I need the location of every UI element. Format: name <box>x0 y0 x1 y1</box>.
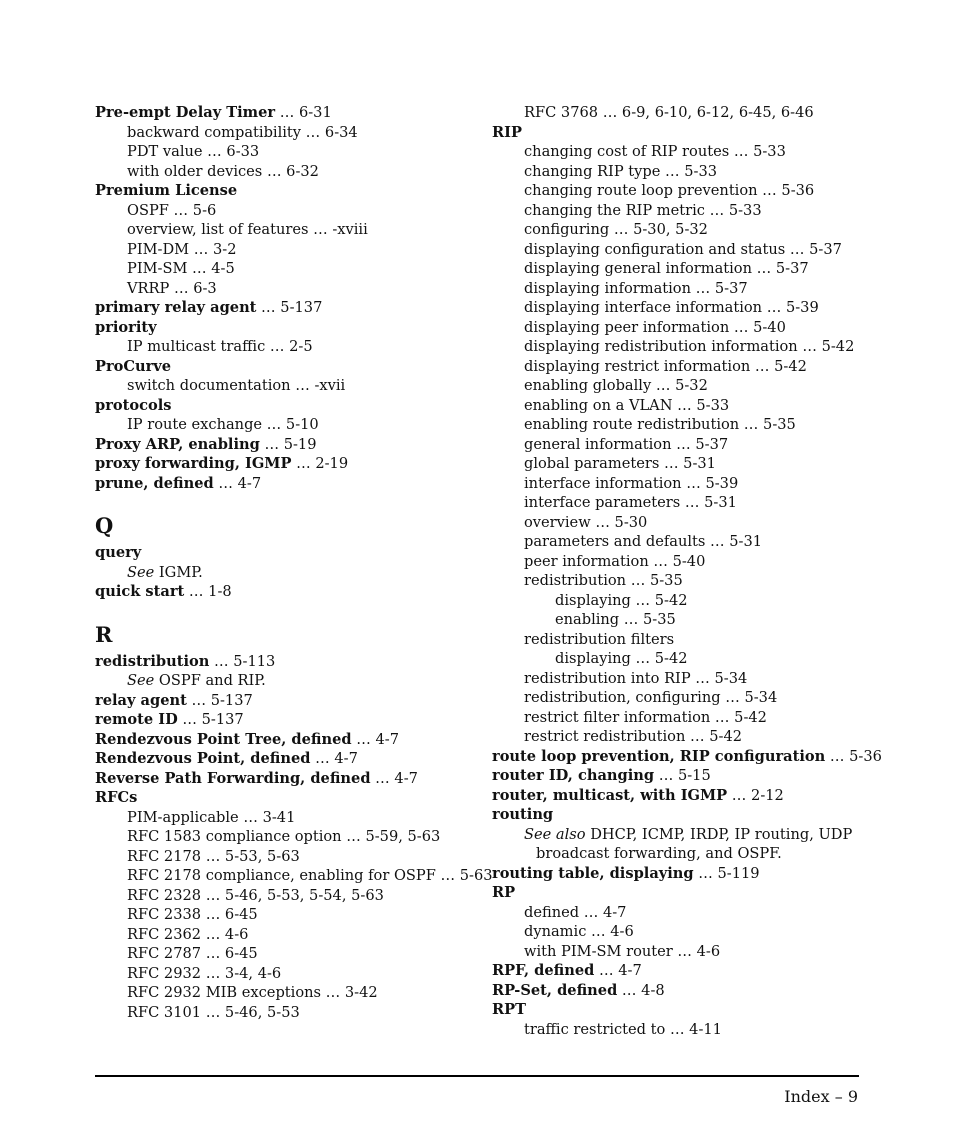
index-letter-heading: Q <box>95 513 114 538</box>
index-entry-text: displaying … 5-42 <box>555 591 688 609</box>
index-entry-text: restrict filter information … 5-42 <box>524 708 767 726</box>
index-entry-text: DHCP, ICMP, IRDP, IP routing, UDP broadcast forwarding, and OSPF. <box>536 825 853 862</box>
index-term: remote ID <box>95 711 178 728</box>
index-entry-text: displaying restrict information … 5-42 <box>524 357 807 375</box>
index-sub-entry <box>95 925 480 945</box>
index-main-entry <box>95 454 480 474</box>
index-sub-entry <box>492 103 912 123</box>
index-entry-text: enabling … 5-35 <box>555 611 676 628</box>
index-term: RPF, defined <box>492 962 595 979</box>
index-entry-text: interface information … 5-39 <box>524 474 739 492</box>
index-entry-text: redistribution into RIP … 5-34 <box>524 669 748 687</box>
index-main-entry <box>95 730 480 750</box>
index-sub-entry <box>492 513 912 533</box>
index-page-refs: … 2-12 <box>727 786 784 804</box>
index-sub-entry <box>95 337 480 357</box>
index-main-entry <box>95 181 480 201</box>
index-sub-entry <box>492 825 912 864</box>
index-main-entry <box>95 298 480 318</box>
index-letter-heading: R <box>95 621 113 647</box>
index-sub-entry <box>95 201 480 221</box>
index-entry-text: RFC 2932 … 3-4, 4-6 <box>127 964 282 982</box>
index-sub-entry <box>95 671 480 691</box>
index-page-refs: … 6-31 <box>275 104 332 121</box>
index-entry-text: interface parameters … 5-31 <box>524 494 737 511</box>
index-main-entry <box>95 543 480 563</box>
index-entry-text: changing cost of RIP routes … 5-33 <box>524 143 786 160</box>
index-column-right <box>492 103 912 1039</box>
index-entry-text: changing RIP type … 5-33 <box>524 162 718 180</box>
index-term: routing table, displaying <box>492 864 694 882</box>
index-term: query <box>95 544 142 561</box>
index-sub-entry <box>95 220 480 240</box>
index-main-entry <box>95 103 480 123</box>
index-sub-entry <box>492 454 912 474</box>
index-term: proxy forwarding, IGMP <box>95 455 292 472</box>
index-entry-text: defined … 4-7 <box>524 903 627 921</box>
index-sub-entry <box>492 942 912 962</box>
index-sub-entry <box>492 1020 912 1040</box>
index-main-entry <box>492 747 912 767</box>
index-term: primary relay agent <box>95 299 257 316</box>
index-entry-text: general information … 5-37 <box>524 435 729 453</box>
index-page-refs: … 4-7 <box>213 474 262 492</box>
index-sub-entry <box>492 922 912 942</box>
index-sub-entry <box>492 142 912 162</box>
index-page-refs: … 5-15 <box>654 767 711 784</box>
index-term: redistribution <box>95 652 210 670</box>
index-sub-entry <box>492 493 912 513</box>
index-entry-text: with PIM-SM router … 4-6 <box>524 942 721 960</box>
index-sub-entry <box>492 298 912 318</box>
index-entry-text: RFC 2362 … 4-6 <box>127 925 249 943</box>
index-entry-text: displaying information … 5-37 <box>524 279 748 297</box>
index-sub-entry <box>95 376 480 396</box>
index-term: protocols <box>95 396 172 414</box>
index-page-refs: … 5-19 <box>259 435 317 453</box>
index-sub-entry <box>95 847 480 867</box>
index-entry-text: RFC 2338 … 6-45 <box>127 906 258 923</box>
index-term: RP <box>492 884 516 901</box>
index-main-entry <box>95 769 480 789</box>
index-entry-text: RFC 1583 compliance option … 5-59, 5-63 <box>127 828 441 845</box>
index-term: relay agent <box>95 691 187 709</box>
index-main-entry <box>95 652 480 672</box>
index-sub-entry <box>492 669 912 689</box>
index-entry-text: PIM-DM … 3-2 <box>127 240 237 258</box>
index-entry-text: RFC 2932 MIB exceptions … 3-42 <box>127 984 378 1001</box>
index-main-entry <box>95 582 480 602</box>
index-sub-entry <box>492 240 912 260</box>
index-sub-entry <box>95 866 493 886</box>
index-page-refs: … 2-19 <box>291 455 349 472</box>
index-main-entry <box>492 961 912 981</box>
index-entry-text: OSPF and RIP. <box>154 672 266 689</box>
index-term: Pre-empt Delay Timer <box>95 104 276 121</box>
index-term: prune, defined <box>95 474 214 492</box>
index-entry-text: dynamic … 4-6 <box>524 923 634 940</box>
index-entry-text: IGMP. <box>154 563 203 581</box>
index-term: Proxy ARP, enabling <box>95 435 260 453</box>
index-page-refs: … 4-7 <box>594 962 642 979</box>
index-entry-text: redistribution … 5-35 <box>524 572 683 589</box>
index-main-entry <box>95 788 480 808</box>
index-page-refs: … 4-8 <box>617 981 665 999</box>
index-sub-entry <box>492 415 912 435</box>
index-sub-entry <box>492 357 912 377</box>
index-main-entry <box>95 318 480 338</box>
index-sub-entry <box>95 827 480 847</box>
index-main-entry <box>492 981 912 1001</box>
index-sub-entry <box>492 474 912 494</box>
index-sub-entry <box>95 279 480 299</box>
index-sub-entry <box>95 415 480 435</box>
see-reference-label: See also <box>524 825 586 843</box>
index-term: ProCurve <box>95 357 172 375</box>
index-sub-entry <box>95 808 480 828</box>
index-column-left <box>95 103 493 1022</box>
index-term: route loop prevention, RIP configuration <box>492 747 826 765</box>
index-main-entry <box>95 749 480 769</box>
index-sub-entry <box>492 376 912 396</box>
index-entry-text: changing the RIP metric … 5-33 <box>524 201 762 219</box>
page-footer: Index – 9 <box>784 1087 858 1106</box>
index-sub-entry <box>492 708 912 728</box>
index-sub-entry <box>492 259 912 279</box>
index-entry-text: peer information … 5-40 <box>524 552 706 570</box>
index-entry-text: displaying … 5-42 <box>555 650 688 667</box>
index-term: RP-Set, defined <box>492 981 618 999</box>
index-entry-text: backward compatibility … 6-34 <box>127 123 358 141</box>
index-main-entry <box>492 786 912 806</box>
index-sub-entry <box>492 279 912 299</box>
index-term: priority <box>95 318 157 336</box>
index-term: Reverse Path Forwarding, defined <box>95 769 371 787</box>
index-main-entry <box>95 691 480 711</box>
index-entry-text: PDT value … 6-33 <box>127 143 260 160</box>
index-sub-entry <box>95 944 480 964</box>
index-entry-text: enabling on a VLAN … 5-33 <box>524 396 730 414</box>
index-main-entry <box>95 435 480 455</box>
index-subsub-entry <box>492 649 912 669</box>
index-sub-entry <box>492 181 912 201</box>
index-sub-entry <box>492 220 912 240</box>
index-entry-text: IP route exchange … 5-10 <box>127 416 319 433</box>
index-term: Rendezvous Point Tree, defined <box>95 730 352 748</box>
index-page-refs: … 5-36 <box>825 747 882 765</box>
index-entry-text: RFC 2328 … 5-46, 5-53, 5-54, 5-63 <box>127 886 384 904</box>
index-entry-text: RFC 3101 … 5-46, 5-53 <box>127 1003 300 1021</box>
index-sub-entry <box>95 162 480 182</box>
index-sub-entry <box>492 630 912 650</box>
index-term: Premium License <box>95 182 238 199</box>
index-main-entry <box>492 805 912 825</box>
index-page-refs: … 5-137 <box>256 299 323 316</box>
index-main-entry <box>95 710 480 730</box>
index-term: RPT <box>492 1001 526 1018</box>
index-main-entry <box>95 357 480 377</box>
index-term: quick start <box>95 583 185 600</box>
index-term: router ID, changing <box>492 767 655 784</box>
index-sub-entry <box>492 532 912 552</box>
footer-rule <box>95 1075 859 1077</box>
index-sub-entry <box>95 123 480 143</box>
index-sub-entry <box>95 563 480 583</box>
index-main-entry <box>492 864 912 884</box>
index-entry-text: restrict redistribution … 5-42 <box>524 728 743 745</box>
index-entry-text: displaying redistribution information … 5-42 <box>524 338 855 355</box>
index-entry-text: with older devices … 6-32 <box>127 162 319 180</box>
index-subsub-entry <box>492 610 912 630</box>
index-page-refs: … 1-8 <box>184 583 232 600</box>
index-sub-entry <box>492 162 912 182</box>
index-sub-entry <box>492 727 912 747</box>
index-sub-entry <box>95 259 480 279</box>
index-entry-text: redistribution filters <box>524 630 675 648</box>
index-sub-entry <box>95 240 480 260</box>
index-entry-text: enabling route redistribution … 5-35 <box>524 416 796 433</box>
see-reference-label: See <box>127 672 155 689</box>
index-sub-entry <box>95 142 480 162</box>
index-main-entry <box>492 123 912 143</box>
index-entry-text: configuring … 5-30, 5-32 <box>524 221 708 238</box>
index-sub-entry <box>492 396 912 416</box>
index-entry-text: global parameters … 5-31 <box>524 455 716 472</box>
index-entry-text: VRRP … 6-3 <box>127 279 217 297</box>
index-main-entry <box>95 396 480 416</box>
index-sub-entry <box>492 688 912 708</box>
index-term: Rendezvous Point, defined <box>95 750 311 767</box>
index-sub-entry <box>95 905 480 925</box>
index-entry-text: overview, list of features … -xviii <box>127 221 368 238</box>
index-sub-entry <box>95 964 480 984</box>
index-sub-entry <box>95 983 480 1003</box>
index-term: RFCs <box>95 789 138 806</box>
index-page-refs: … 4-7 <box>310 750 358 767</box>
index-sub-entry <box>492 571 912 591</box>
index-sub-entry <box>492 201 912 221</box>
index-entry-text: PIM-SM … 4-5 <box>127 260 235 277</box>
index-main-entry <box>492 883 912 903</box>
index-main-entry <box>95 474 480 494</box>
index-entry-text: displaying peer information … 5-40 <box>524 318 786 336</box>
index-entry-text: traffic restricted to … 4-11 <box>524 1020 722 1038</box>
index-sub-entry <box>492 337 912 357</box>
index-subsub-entry <box>492 591 912 611</box>
see-reference-label: See <box>127 563 155 581</box>
index-entry-text: enabling globally … 5-32 <box>524 377 708 394</box>
index-entry-text: displaying interface information … 5-39 <box>524 299 819 316</box>
index-entry-text: RFC 2787 … 6-45 <box>127 945 258 962</box>
index-entry-text: OSPF … 5-6 <box>127 201 217 219</box>
index-entry-text: RFC 3768 … 6-9, 6-10, 6-12, 6-45, 6-46 <box>524 104 814 121</box>
index-page-refs: … 5-119 <box>693 864 760 882</box>
index-page-refs: … 5-113 <box>209 652 276 670</box>
index-entry-text: overview … 5-30 <box>524 513 648 531</box>
index-sub-entry <box>95 886 480 906</box>
index-main-entry <box>492 1000 912 1020</box>
index-page-refs: … 4-7 <box>351 730 400 748</box>
index-entry-text: PIM-applicable … 3-41 <box>127 808 296 826</box>
index-sub-entry <box>492 903 912 923</box>
index-page-refs: … 5-137 <box>186 691 253 709</box>
index-sub-entry <box>492 435 912 455</box>
index-main-entry <box>492 766 912 786</box>
index-entry-text: RFC 2178 compliance, enabling for OSPF … 5-63 <box>127 867 493 884</box>
index-entry-text: parameters and defaults … 5-31 <box>524 533 763 550</box>
index-term: router, multicast, with IGMP <box>492 786 728 804</box>
index-sub-entry <box>95 1003 480 1023</box>
index-entry-text: IP multicast traffic … 2-5 <box>127 338 313 355</box>
index-sub-entry <box>492 552 912 572</box>
index-entry-text: switch documentation … -xvii <box>127 377 346 394</box>
index-entry-text: displaying general information … 5-37 <box>524 260 809 277</box>
index-page-refs: … 4-7 <box>370 769 418 787</box>
index-sub-entry <box>492 318 912 338</box>
index-entry-text: redistribution, configuring … 5-34 <box>524 689 778 706</box>
index-term: RIP <box>492 123 522 141</box>
index-entry-text: changing route loop prevention … 5-36 <box>524 182 815 199</box>
index-page-refs: … 5-137 <box>177 711 244 728</box>
index-entry-text: displaying configuration and status … 5-37 <box>524 240 842 258</box>
index-term: routing <box>492 806 554 823</box>
index-entry-text: RFC 2178 … 5-53, 5-63 <box>127 847 300 865</box>
